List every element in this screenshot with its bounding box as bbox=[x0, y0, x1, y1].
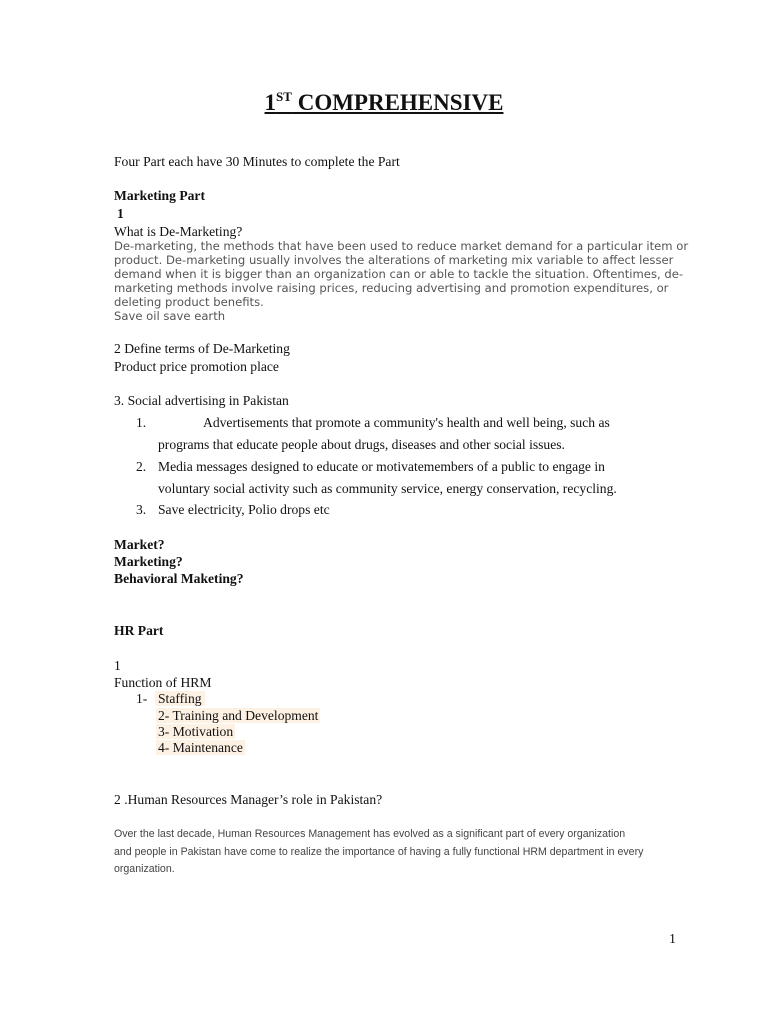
hr-q2-answer-line: Over the last decade, Human Resources Management has evolved as a significant part of every organization bbox=[114, 828, 626, 840]
list-item-number: 2. bbox=[136, 459, 147, 474]
list-item-text: programs that educate people about drugs, diseases and other social issues. bbox=[158, 437, 565, 452]
q1-answer-line: product. De-marketing usually involves the alterations of marketing mix variable to affect lesser bbox=[114, 253, 674, 267]
hr-function-item: 4- Maintenance bbox=[158, 740, 243, 755]
intro-text: Four Part each have 30 Minutes to complete the Part bbox=[114, 154, 400, 169]
q1-answer-line: Save oil save earth bbox=[114, 309, 226, 323]
q1-answer-line: marketing methods involve raising prices, reducing advertising and promotion expenditures, or bbox=[114, 281, 669, 295]
list-item-number: 3. bbox=[136, 502, 147, 517]
hr-q2: 2 .Human Resources Manager’s role in Pakistan? bbox=[114, 792, 383, 807]
q1-answer-line: De-marketing, the methods that have been used to reduce market demand for a particular item or bbox=[114, 239, 689, 253]
list-item-text: voluntary social activity such as community service, energy conservation, recycling. bbox=[158, 481, 617, 496]
hr-function-number: 1- bbox=[136, 691, 148, 706]
question-market: Market? bbox=[114, 537, 165, 552]
marketing-q2: 2 Define terms of De-Marketing bbox=[114, 341, 290, 356]
page-number: 1 bbox=[669, 932, 676, 947]
hr-q1-number: 1 bbox=[114, 658, 121, 673]
hr-function-item: 2- Training and Development bbox=[158, 708, 319, 723]
marketing-q1: What is De-Marketing? bbox=[114, 224, 243, 239]
marketing-q3: 3. Social advertising in Pakistan bbox=[114, 393, 289, 408]
list-item-text: Media messages designed to educate or motivatemembers of a public to engage in bbox=[158, 459, 605, 474]
hr-heading: HR Part bbox=[114, 623, 164, 638]
marketing-q1-number: 1 bbox=[117, 206, 124, 221]
question-behavioral-marketing: Behavioral Maketing? bbox=[114, 571, 244, 586]
hr-q2-answer-line: organization. bbox=[114, 863, 175, 875]
hr-q2-answer-line: and people in Pakistan have come to realize the importance of having a fully functional HRM department in every bbox=[114, 846, 644, 858]
list-item-text: Save electricity, Polio drops etc bbox=[158, 502, 330, 517]
q1-answer-line: deleting product benefits. bbox=[114, 295, 264, 309]
hr-function-item: Staffing bbox=[155, 691, 205, 707]
question-marketing: Marketing? bbox=[114, 554, 183, 569]
list-item-number: 1. bbox=[136, 415, 147, 430]
hr-function-item: 3- Motivation bbox=[158, 724, 234, 739]
marketing-q2-answer: Product price promotion place bbox=[114, 359, 279, 374]
list-item-text: Advertisements that promote a community's health and well being, such as bbox=[203, 415, 610, 430]
page-title: 1ST COMPREHENSIVE bbox=[264, 89, 504, 115]
q1-answer-line: demand when it is bigger than an organization can or able to tackle the situation. Oftentimes, de- bbox=[114, 267, 684, 281]
hr-q1: Function of HRM bbox=[114, 675, 212, 690]
marketing-heading: Marketing Part bbox=[114, 188, 205, 203]
